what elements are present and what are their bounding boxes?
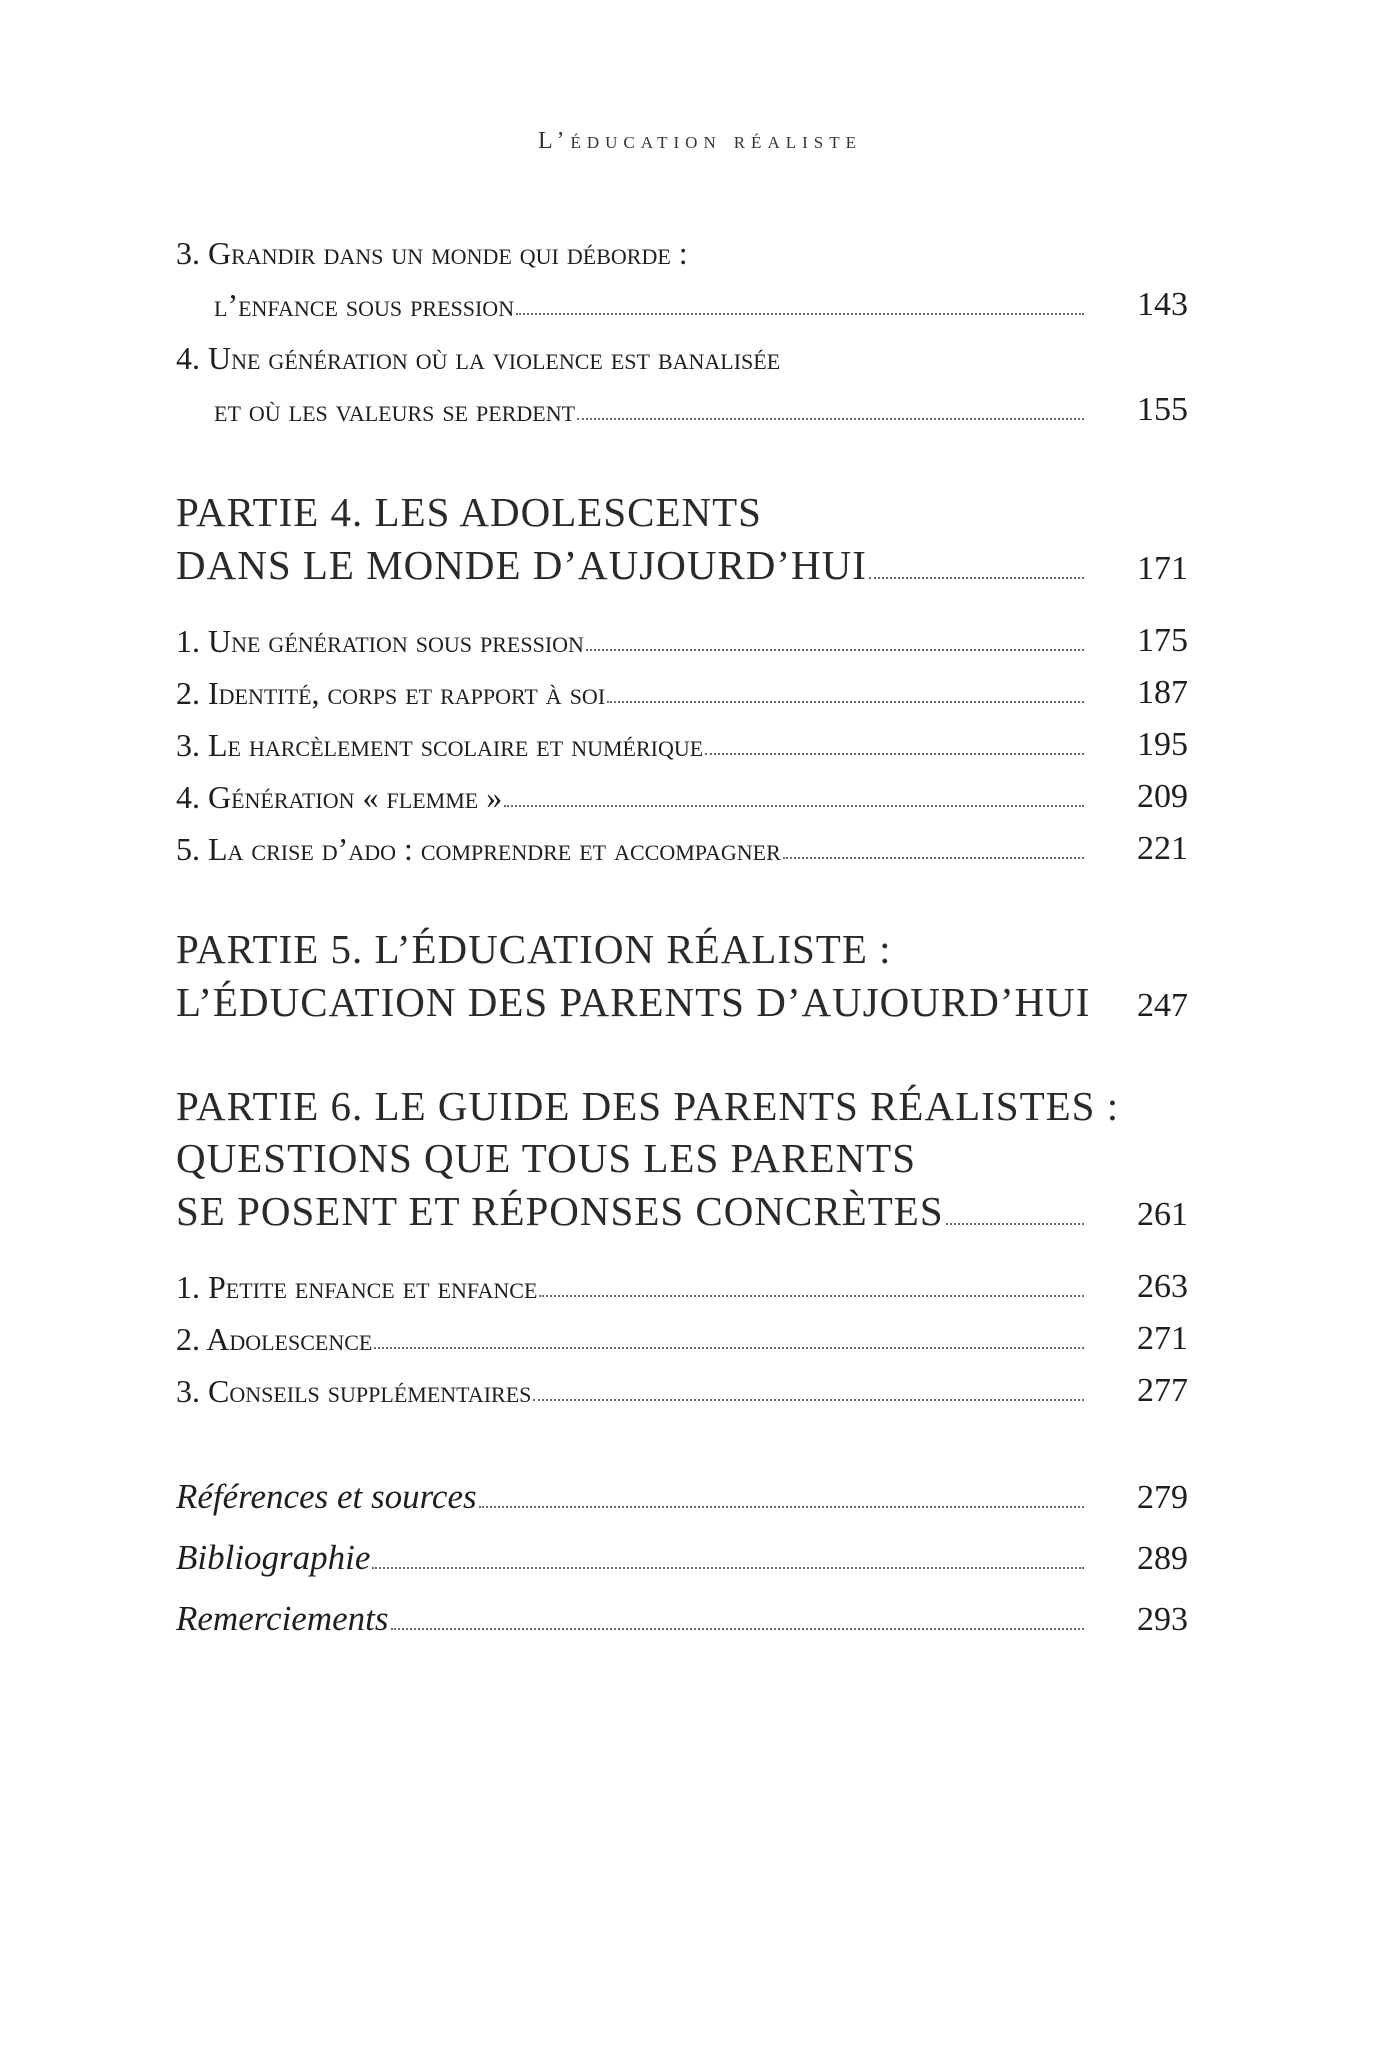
dot-leader: [374, 1347, 1084, 1349]
toc-entry[interactable]: [176, 621, 1188, 661]
dot-leader: [607, 701, 1084, 703]
toc-entry[interactable]: [176, 1371, 1188, 1411]
dot-leader: [577, 418, 1084, 420]
toc-entry-title: Références et sources: [176, 1477, 477, 1516]
toc-entry-title[interactable]: 3. Grandir dans un monde qui déborde :: [176, 235, 688, 271]
toc-page-number: 289: [1137, 1540, 1188, 1577]
dot-leader: [586, 649, 1084, 651]
toc-entry-title: 3. Conseils supplémentaires: [176, 1373, 532, 1409]
dot-leader: [372, 1567, 1084, 1569]
toc-entry[interactable]: [176, 541, 1188, 589]
toc-entry-title: l’enfance sous pression: [214, 287, 515, 323]
toc-entry-title: 1. Petite enfance et enfance: [176, 1269, 538, 1305]
toc-page-number: 175: [1137, 622, 1188, 659]
toc-page-number: 171: [1137, 550, 1188, 587]
toc-entry-title: et où les valeurs se perdent: [214, 392, 576, 428]
toc-entry-title: 3. Le harcèlement scolaire et numérique: [176, 727, 704, 763]
dot-leader: [946, 1223, 1084, 1225]
toc-entry-title: Remerciements: [176, 1599, 389, 1638]
part-heading[interactable]: PARTIE 6. LE GUIDE DES PARENTS RÉALISTES :: [176, 1083, 1120, 1129]
toc-entry-title[interactable]: 4. Une génération où la violence est banalisée: [176, 340, 781, 376]
dot-leader: [516, 313, 1084, 315]
toc-entry[interactable]: [176, 1537, 1188, 1579]
toc-entry[interactable]: [176, 1187, 1188, 1235]
toc-page-number: 247: [1137, 987, 1188, 1024]
toc-entry[interactable]: [176, 1598, 1188, 1640]
dot-leader: [533, 1399, 1084, 1401]
toc-entry[interactable]: [176, 1319, 1188, 1359]
toc-page-number: 293: [1137, 1601, 1188, 1638]
toc-page-number: 271: [1137, 1320, 1188, 1357]
toc-page-number: 279: [1137, 1479, 1188, 1516]
part-heading: L’ÉDUCATION DES PARENTS D’AUJOURD’HUI: [176, 979, 1091, 1025]
running-head: L’éducation réaliste: [538, 128, 862, 154]
dot-leader: [504, 805, 1084, 807]
toc-entry-title: Bibliographie: [176, 1538, 371, 1577]
toc-entry[interactable]: [214, 285, 1188, 325]
toc-entry-title: 2. Adolescence: [176, 1321, 373, 1357]
toc-page-number: 209: [1137, 778, 1188, 815]
dot-leader: [869, 577, 1084, 579]
dot-leader: [783, 857, 1084, 859]
toc-entry-title: 5. La crise d’ado : comprendre et accompagner: [176, 831, 781, 867]
dot-leader: [479, 1506, 1084, 1508]
toc-entry-title: 1. Une génération sous pression: [176, 623, 584, 659]
toc-entry[interactable]: [176, 829, 1188, 869]
toc-entry-title: 4. Génération « flemme »: [176, 779, 503, 815]
toc-page-number: 187: [1137, 674, 1188, 711]
toc-entry-title: 2. Identité, corps et rapport à soi: [176, 675, 606, 711]
toc-entry[interactable]: [176, 1267, 1188, 1307]
dot-leader: [391, 1628, 1085, 1630]
toc-page-number: 221: [1137, 830, 1188, 867]
toc-entry[interactable]: [176, 1476, 1188, 1518]
part-heading[interactable]: QUESTIONS QUE TOUS LES PARENTS: [176, 1135, 917, 1181]
dot-leader: [539, 1295, 1084, 1297]
toc-entry[interactable]: [176, 725, 1188, 765]
part-heading: DANS LE MONDE D’AUJOURD’HUI: [176, 542, 867, 588]
toc-page-number: 277: [1137, 1372, 1188, 1409]
part-heading: SE POSENT ET RÉPONSES CONCRÈTES: [176, 1188, 944, 1234]
toc-page-number: 195: [1137, 726, 1188, 763]
toc-page-number: 143: [1137, 286, 1188, 323]
toc-entry[interactable]: [214, 390, 1188, 430]
toc-page-number: 155: [1137, 391, 1188, 428]
toc-page-number: 261: [1137, 1196, 1188, 1233]
toc-page-number: 263: [1137, 1268, 1188, 1305]
toc-entry[interactable]: [176, 777, 1188, 817]
part-heading[interactable]: PARTIE 5. L’ÉDUCATION RÉALISTE :: [176, 926, 892, 972]
toc-entry[interactable]: [176, 978, 1188, 1026]
toc-entry[interactable]: [176, 673, 1188, 713]
part-heading[interactable]: PARTIE 4. LES ADOLESCENTS: [176, 489, 762, 535]
dot-leader: [705, 753, 1084, 755]
